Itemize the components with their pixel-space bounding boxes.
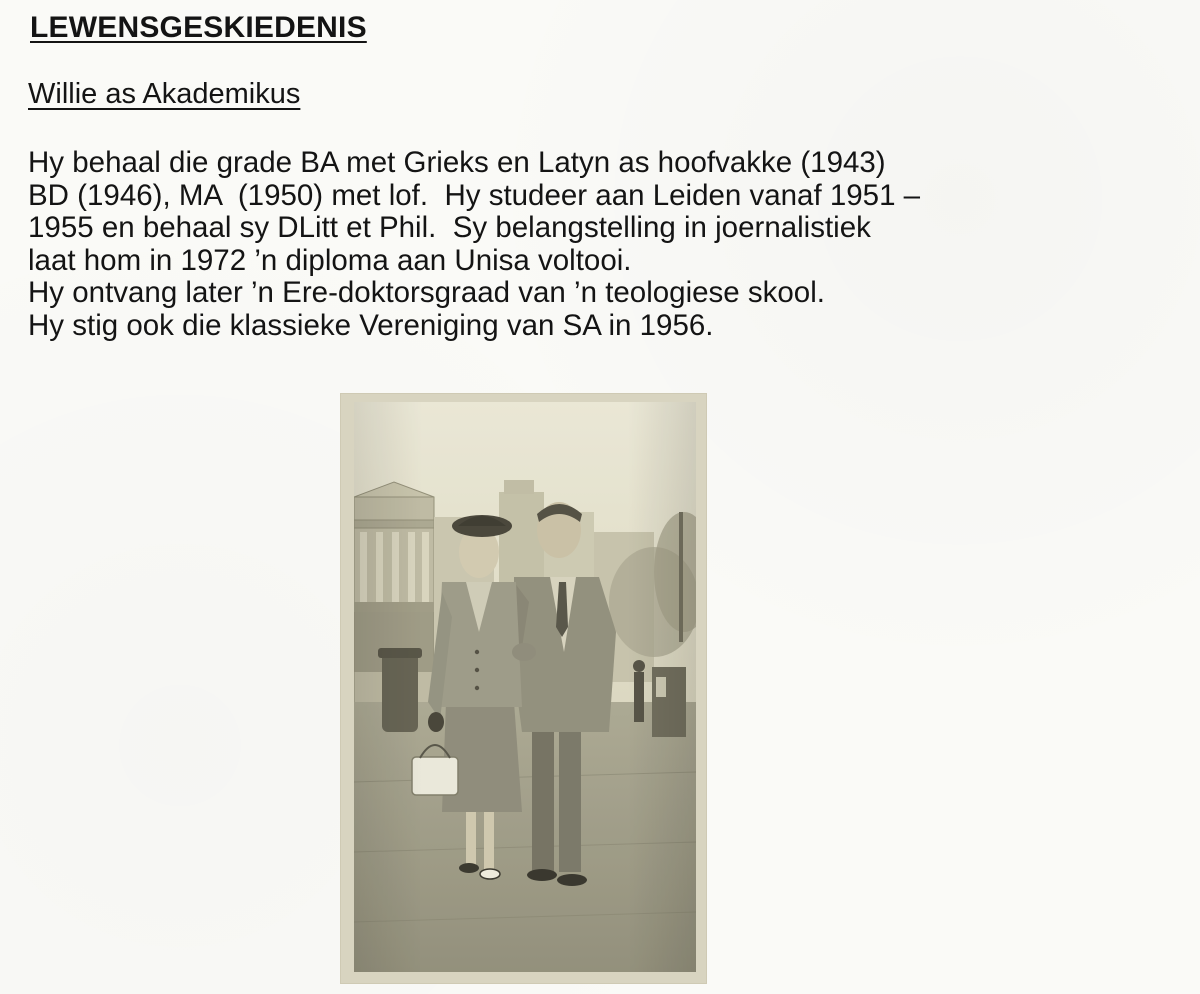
section-subtitle: Willie as Akademikus: [28, 78, 301, 110]
paragraph-line: Hy stig ook die klassieke Vereniging van SA in 1956.: [28, 308, 714, 342]
couple-photo: [354, 402, 696, 972]
paragraph-line: Hy ontvang later ’n Ere-doktorsgraad van ’n teologiese skool.: [28, 276, 825, 309]
paragraph-line: Hy behaal die grade BA met Grieks en Latyn as hoofvakke (1943): [28, 146, 886, 179]
biography-paragraph: [28, 147, 1178, 342]
paragraph-line: BD (1946), MA (1950) met lof. Hy studeer aan Leiden vanaf 1951 –: [28, 178, 921, 212]
page-title: LEWENSGESKIEDENIS: [30, 11, 367, 44]
paragraph-line: laat hom in 1972 ’n diploma aan Unisa voltooi.: [28, 243, 632, 277]
paragraph-line: 1955 en behaal sy DLitt et Phil. Sy belangstelling in joernalistiek: [28, 211, 871, 244]
